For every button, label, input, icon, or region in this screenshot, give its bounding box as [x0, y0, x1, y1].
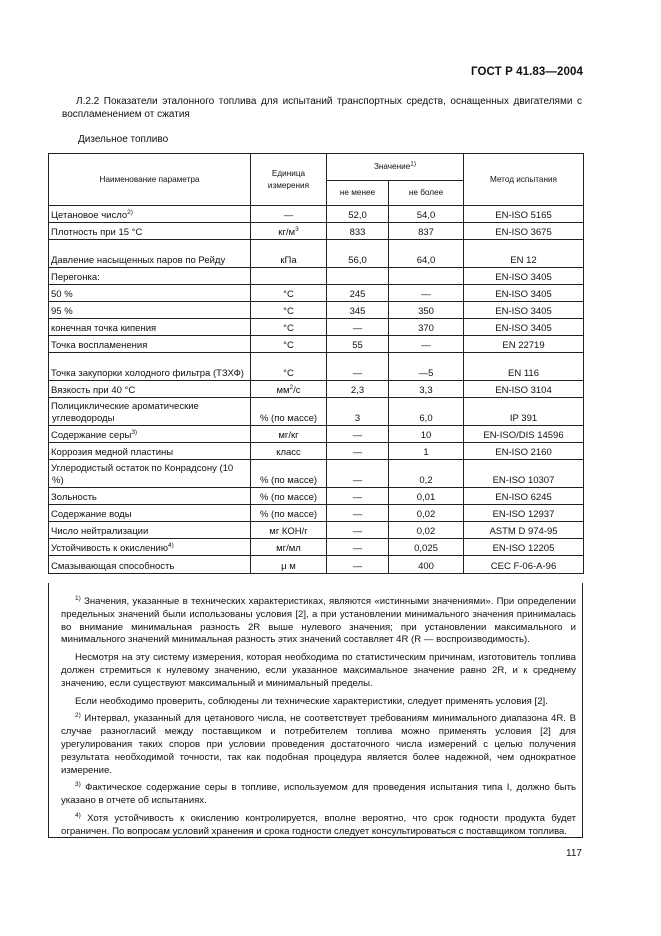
- cell-min: 55: [327, 336, 389, 353]
- cell-min: 56,0: [327, 240, 389, 268]
- cell-max: 350: [389, 302, 464, 319]
- cell-unit: % (по массе): [251, 488, 327, 505]
- cell-method: EN 12: [464, 240, 584, 268]
- cell-max: —: [389, 285, 464, 302]
- cell-max: 64,0: [389, 240, 464, 268]
- table-row: [49, 460, 584, 488]
- table-subtitle: Дизельное топливо: [78, 134, 169, 145]
- table-row: [49, 319, 584, 336]
- table-row: [49, 443, 584, 460]
- cell-method: EN-ISO 3405: [464, 302, 584, 319]
- cell-min: 52,0: [327, 206, 389, 223]
- cell-unit: °С: [251, 319, 327, 336]
- cell-max: 0,02: [389, 522, 464, 539]
- cell-parameter: Углеродистый остаток по Конрадсону (10 %): [49, 460, 251, 488]
- cell-parameter: Полициклические ароматические углеводороды: [49, 398, 251, 426]
- cell-parameter: Давление насыщенных паров по Рейду: [49, 240, 251, 268]
- cell-unit: % (по массе): [251, 398, 327, 426]
- header-method: Метод испытания: [464, 154, 584, 206]
- cell-method: CEC F-06-A-96: [464, 556, 584, 574]
- cell-max: 0,01: [389, 488, 464, 505]
- cell-method: EN-ISO 3405: [464, 268, 584, 285]
- cell-min: —: [327, 443, 389, 460]
- cell-parameter: Смазывающая способность: [49, 556, 251, 574]
- header-unit: Единица измерения: [251, 154, 327, 206]
- table-row: [49, 353, 584, 381]
- cell-method: EN-ISO 3104: [464, 381, 584, 398]
- cell-method: EN-ISO 12937: [464, 505, 584, 522]
- table-row: [49, 488, 584, 505]
- header-name: Наименование параметра: [49, 154, 251, 206]
- cell-max: 6,0: [389, 398, 464, 426]
- cell-max: 0,02: [389, 505, 464, 522]
- cell-min: —: [327, 319, 389, 336]
- table-row: [49, 268, 584, 285]
- cell-parameter: 95 %: [49, 302, 251, 319]
- cell-method: EN 116: [464, 353, 584, 381]
- cell-min: 833: [327, 223, 389, 240]
- cell-unit: °С: [251, 336, 327, 353]
- cell-max: 0,2: [389, 460, 464, 488]
- cell-parameter: Устойчивость к окислению$^{4)}$: [49, 539, 251, 556]
- cell-unit: μ м: [251, 556, 327, 574]
- cell-min: 3: [327, 398, 389, 426]
- table-row: [49, 381, 584, 398]
- cell-unit: % (по массе): [251, 505, 327, 522]
- section-intro: Л.2.2 Показатели эталонного топлива для испытаний транспортных средств, оснащенных двигателями с воспламенением от сжатия: [62, 96, 582, 120]
- cell-parameter: Коррозия медной пластины: [49, 443, 251, 460]
- footnote: $^{4)}$ Хотя устойчивость к окислению контролируется, вполне вероятно, что срок годности продукта будет ограничен. По вопросам условий хранения и срока годности следует консультироваться с поставщиком топлива.: [61, 811, 576, 837]
- cell-method: EN-ISO 6245: [464, 488, 584, 505]
- cell-parameter: 50 %: [49, 285, 251, 302]
- cell-parameter: Перегонка:: [49, 268, 251, 285]
- cell-method: EN-ISO/DIS 14596: [464, 426, 584, 443]
- table-row: [49, 302, 584, 319]
- cell-unit: мг/кг: [251, 426, 327, 443]
- cell-parameter: конечная точка кипения: [49, 319, 251, 336]
- footnotes: [48, 583, 583, 838]
- cell-unit: % (по массе): [251, 460, 327, 488]
- page-number: 117: [566, 848, 582, 859]
- cell-parameter: Плотность при 15 °С: [49, 223, 251, 240]
- table-row: [49, 206, 584, 223]
- table-row: [49, 285, 584, 302]
- cell-min: —: [327, 539, 389, 556]
- cell-method: ASTM D 974-95: [464, 522, 584, 539]
- cell-parameter: Точка воспламенения: [49, 336, 251, 353]
- cell-max: 3,3: [389, 381, 464, 398]
- cell-max: 837: [389, 223, 464, 240]
- footnote: $^{3)}$ Фактическое содержание серы в топливе, используемом для проведения испытания типа I, должно быть указано в отчете об испытаниях.: [61, 781, 576, 807]
- table-row: [49, 223, 584, 240]
- cell-unit: мг КОН/г: [251, 522, 327, 539]
- fuel-spec-table: [48, 153, 584, 574]
- cell-min: —: [327, 488, 389, 505]
- header-min: не менее: [327, 181, 389, 206]
- cell-parameter: Число нейтрализации: [49, 522, 251, 539]
- cell-unit: °С: [251, 302, 327, 319]
- table-row: [49, 522, 584, 539]
- cell-parameter: Зольность: [49, 488, 251, 505]
- footnote: Если необходимо проверить, соблюдены ли технические характеристики, следует применять условия [2].: [75, 695, 548, 707]
- table-row: [49, 398, 584, 426]
- table-row: [49, 505, 584, 522]
- cell-parameter: Цетановое число$^{2)}$: [49, 206, 251, 223]
- cell-unit: кПа: [251, 240, 327, 268]
- cell-max: 54,0: [389, 206, 464, 223]
- header-max: не более: [389, 181, 464, 206]
- cell-max: 370: [389, 319, 464, 336]
- table-row: [49, 336, 584, 353]
- footnote: Несмотря на эту систему измерения, которая необходима по статистическим причинам, изготовитель топлива должен стремиться к нулевому значению, если указанное максимальное значение равно 2R, и к среднему значению, если существуют максимальный и минимальный пределы.: [61, 652, 576, 689]
- cell-unit: —: [251, 206, 327, 223]
- cell-method: EN-ISO 5165: [464, 206, 584, 223]
- cell-method: IP 391: [464, 398, 584, 426]
- cell-unit: [251, 268, 327, 285]
- cell-min: —: [327, 556, 389, 574]
- cell-unit: °С: [251, 353, 327, 381]
- footnote: $^{1)}$ Значения, указанные в технических характеристиках, являются «истинными значениями». При определении предельных значений были использованы условия [2], а при установлении минимального значения принималась во внимание минимальная разность 2R выше нулевого значения; при установлении максимального и минимального значений минимальная разность этих значений составляет 4R (R — воспроизводимость).: [61, 594, 577, 646]
- cell-unit: $кг/м^3$: [251, 223, 327, 240]
- table-row: [49, 556, 584, 574]
- cell-min: —: [327, 426, 389, 443]
- footnote: $^{2)}$ Интервал, указанный для цетанового числа, не соответствует требованиям минимального диапазона 4R. В случае разногласий между поставщиком и потребителем топлива можно применять условия [2] для урегулирования таких споров при условии проведения достаточного числа измерений с целью получения результата необходимой точности, так как подобная процедура является более надежной, чем однократное измерение.: [61, 712, 576, 776]
- cell-max: 1: [389, 443, 464, 460]
- cell-parameter: Содержание серы$^{3)}$: [49, 426, 251, 443]
- table-row: [49, 426, 584, 443]
- cell-method: EN-ISO 3405: [464, 285, 584, 302]
- cell-min: [327, 268, 389, 285]
- cell-max: 10: [389, 426, 464, 443]
- cell-max: 0,025: [389, 539, 464, 556]
- cell-max: —: [389, 336, 464, 353]
- cell-min: —: [327, 353, 389, 381]
- cell-unit: $мм^2/с$: [251, 381, 327, 398]
- cell-method: EN-ISO 3405: [464, 319, 584, 336]
- cell-unit: мг/мл: [251, 539, 327, 556]
- cell-parameter: Точка закупорки холодного фильтра (ТЗХФ): [49, 353, 251, 381]
- cell-max: —5: [389, 353, 464, 381]
- cell-parameter: Вязкость при 40 °С: [49, 381, 251, 398]
- cell-method: EN-ISO 3675: [464, 223, 584, 240]
- cell-unit: класс: [251, 443, 327, 460]
- cell-method: EN-ISO 10307: [464, 460, 584, 488]
- cell-min: —: [327, 505, 389, 522]
- cell-min: —: [327, 460, 389, 488]
- document-header: ГОСТ Р 41.83—2004: [471, 66, 583, 78]
- table-row: [49, 539, 584, 556]
- cell-min: —: [327, 522, 389, 539]
- cell-unit: °С: [251, 285, 327, 302]
- cell-max: [389, 268, 464, 285]
- cell-method: EN 22719: [464, 336, 584, 353]
- cell-method: EN-ISO 12205: [464, 539, 584, 556]
- header-value: Значение$^{1)}$: [327, 154, 464, 181]
- cell-method: EN-ISO 2160: [464, 443, 584, 460]
- cell-parameter: Содержание воды: [49, 505, 251, 522]
- cell-min: 2,3: [327, 381, 389, 398]
- cell-min: 245: [327, 285, 389, 302]
- table-row: [49, 240, 584, 268]
- cell-max: 400: [389, 556, 464, 574]
- cell-min: 345: [327, 302, 389, 319]
